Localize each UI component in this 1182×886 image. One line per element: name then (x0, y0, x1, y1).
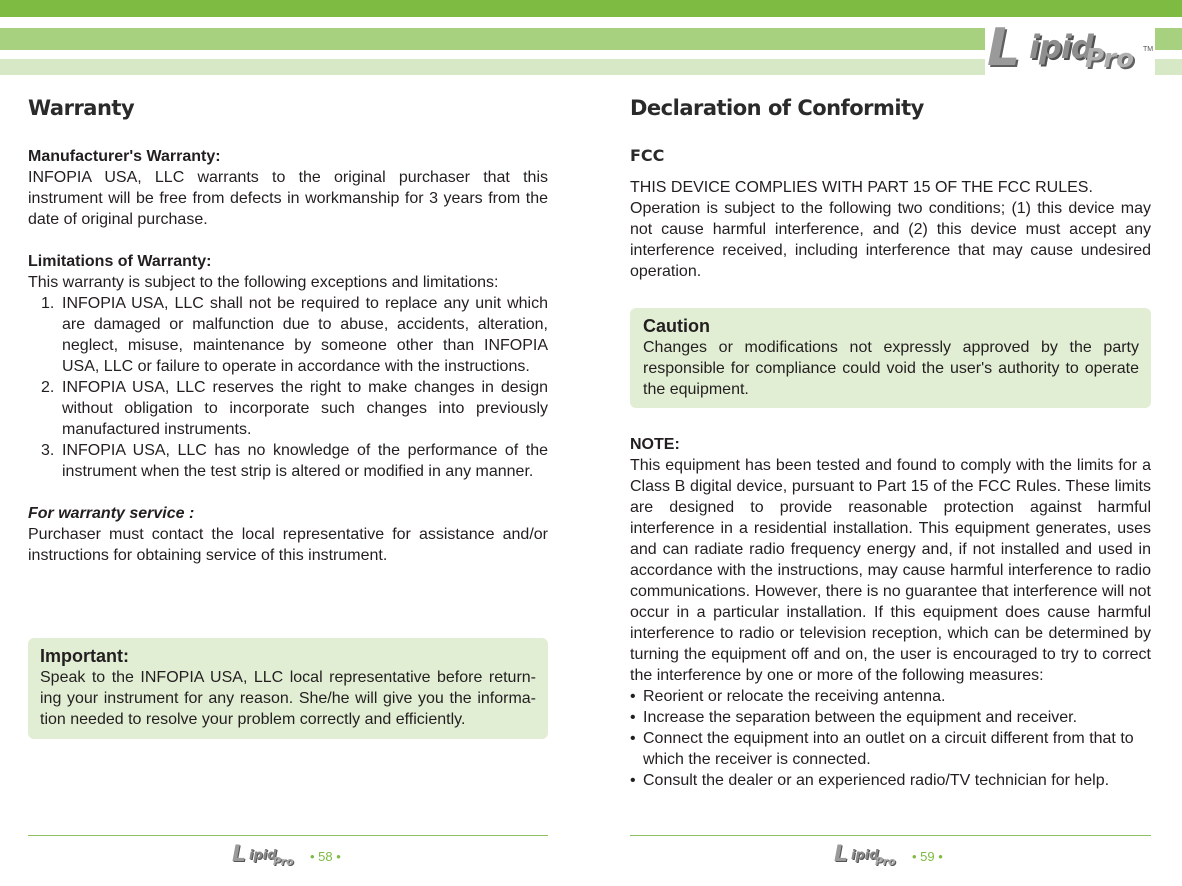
left-page (28, 96, 548, 566)
list-item: • Reorient or relocate the receiving antenna. (630, 688, 946, 705)
lipidpro-logo: L ipid Pro TM (987, 18, 1154, 78)
note-text: This equipment has been tested and found to comply with the limits for a Class B digital device, pursuant to Part 15 of the FCC Rules. These limits are designed to provide reasonable protection against harmful interference in a residential installation. This equipment generates, uses and can radiate radio frequency energy and, if not installed and used in accordance with the instructions, may cause harmful interference to radio communications. However, there is no guarantee that interference will not occur in a particular installation. If this equipment does cause harmful interference to radio or television reception, which can be determined by turning the equipment off and on, the user is encouraged to try to correct the interference by one or more of the following measures: (630, 457, 1151, 684)
manufacturer-warranty-text: INFOPIA USA, LLC warrants to the original purchaser that this instrument will be free from defects in workmanship for 3 years from the date of original purchase. (28, 169, 548, 228)
list-item: 2. INFOPIA USA, LLC reserves the right to make changes in design without obligation to incorporate such changes into previously manufactured instruments. (41, 379, 548, 438)
declaration-title: Declaration of Conformity (630, 96, 924, 120)
footer-divider-left (28, 835, 548, 836)
footer-logo-left: L ipid Pro (232, 842, 294, 868)
limitations-intro: This warranty is subject to the following exceptions and limitations: (28, 274, 499, 291)
note-heading: NOTE: (630, 436, 680, 453)
list-item: • Increase the separation between the equipment and receiver. (630, 709, 1078, 726)
warranty-service-text: Purchaser must contact the local representative for assistance and/or instructions for obtaining service of this instrument. (28, 526, 548, 564)
list-item: • Consult the dealer or an experienced radio/TV technician for help. (630, 772, 1110, 789)
caution-text: Changes or modifications not expressly approved by the party responsible for compliance could void the user's authority to operate the equipment. (643, 339, 1139, 398)
footer-divider-right (630, 835, 1151, 836)
page-number-right: • 59 • (912, 849, 943, 864)
fcc-conditions-text: Operation is subject to the following two conditions; (1) this device may not cause harmful interference, and (2) this device must accept any interference received, including interference that may cause undesired operation. (630, 200, 1151, 280)
fcc-statement: THIS DEVICE COMPLIES WITH PART 15 OF THE FCC RULES. (630, 179, 1093, 196)
manufacturer-warranty-heading: Manufacturer's Warranty: (28, 148, 221, 165)
important-notice-box (28, 638, 548, 739)
warranty-title: Warranty (28, 96, 135, 120)
list-item: 1. INFOPIA USA, LLC shall not be required to replace any unit which are damaged or malfunction due to abuse, accidents, alteration, neglect, misuse, maintenance by someone other than INFOPIA USA, LLC or failure to operate in accordance with the instructions. (41, 295, 548, 375)
caution-box (630, 308, 1151, 408)
list-item: • Connect the equipment into an outlet on a circuit different from that to which the receiver is connected. (630, 730, 1134, 768)
important-text: Speak to the INFOPIA USA, LLC local representative before return-ing your instrument for any reason. She/he will give you the informa-tion needed to resolve your problem correctly and efficiently. (40, 669, 536, 728)
warranty-service-heading: For warranty service : (28, 505, 195, 522)
right-page (630, 96, 1151, 282)
measures-list (630, 686, 1151, 791)
limitations-list (41, 293, 548, 482)
footer-logo-right: L ipid Pro (834, 842, 896, 868)
limitations-heading: Limitations of Warranty: (28, 253, 212, 270)
caution-heading: Caution (643, 316, 710, 336)
header-band-dark (0, 0, 1182, 17)
list-item: 3. INFOPIA USA, LLC has no knowledge of the performance of the instrument when the test strip is altered or modified in any manner. (41, 442, 548, 480)
fcc-heading: FCC (630, 146, 665, 165)
note-section (630, 434, 1151, 791)
page-number-left: • 58 • (310, 849, 341, 864)
important-heading: Important: (40, 646, 129, 666)
header-band-mid (0, 28, 985, 50)
